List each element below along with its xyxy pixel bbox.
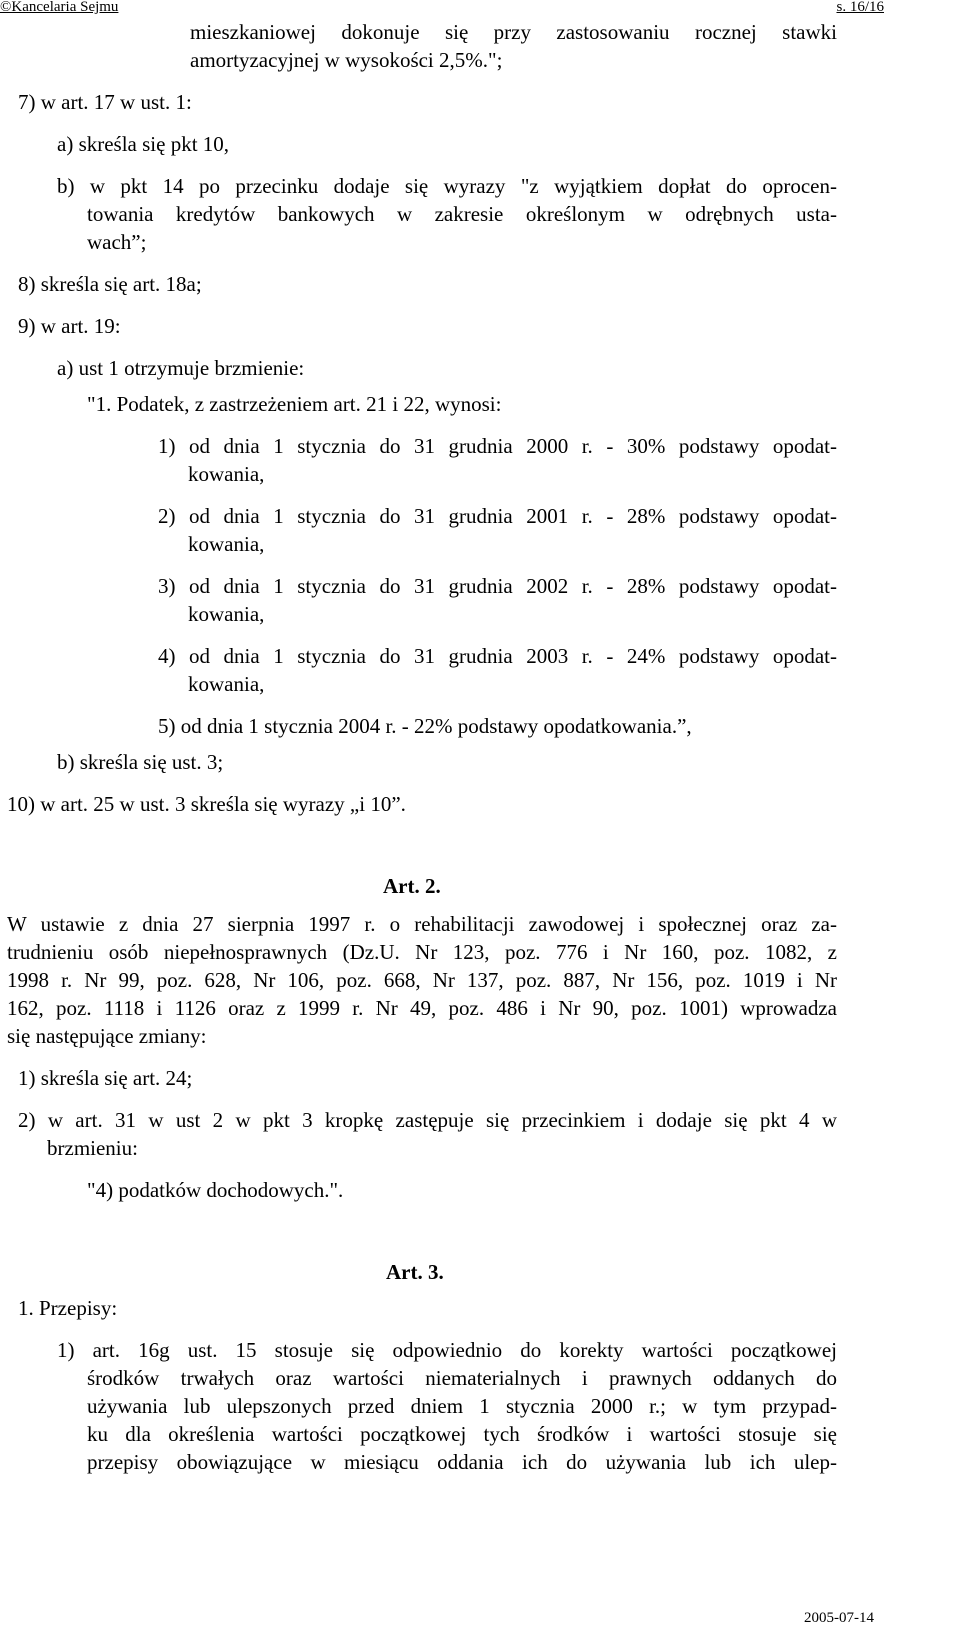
article-heading: Art. 2. (383, 874, 441, 898)
list-item: 7) w art. 17 w ust. 1: (18, 90, 192, 114)
quoted-text: "1. Podatek, z zastrzeżeniem art. 21 i 22, wynosi: (87, 392, 502, 416)
list-item: 8) skreśla się art. 18a; (18, 272, 202, 296)
text-line: używania lub ulepszonych przed dniem 1 stycznia 2000 r.; w tym przypad- (87, 1394, 837, 1418)
list-item: 2) od dnia 1 stycznia do 31 grudnia 2001 r. - 28% podstawy opodat- (158, 504, 837, 528)
list-item: 1. Przepisy: (18, 1296, 118, 1320)
text-line: ku dla określenia wartości początkowej tych środków i wartości stosuje się (87, 1422, 837, 1446)
text-line: wach”; (87, 230, 147, 254)
text-line: 162, poz. 1118 i 1126 oraz z 1999 r. Nr 49, poz. 486 i Nr 90, poz. 1001) wprowadza (7, 996, 837, 1020)
text-line: przepisy obowiązujące w miesiącu oddania ich do używania lub ich ulep- (87, 1450, 837, 1474)
text-line: amortyzacyjnej w wysokości 2,5%."; (190, 48, 503, 72)
list-item: 1) od dnia 1 stycznia do 31 grudnia 2000 r. - 30% podstawy opodat- (158, 434, 837, 458)
list-item: b) w pkt 14 po przecinku dodaje się wyrazy "z wyjątkiem dopłat do oprocen- (57, 174, 837, 198)
list-item: 1) art. 16g ust. 15 stosuje się odpowiednio do korekty wartości początkowej (57, 1338, 837, 1362)
copyright-link[interactable]: ©Kancelaria Sejmu (0, 0, 119, 15)
text-line: środków trwałych oraz wartości niematerialnych i prawnych oddanych do (87, 1366, 837, 1390)
text-line: kowania, (188, 602, 265, 626)
page-number-link[interactable]: s. 16/16 (836, 0, 884, 15)
list-item: 1) skreśla się art. 24; (18, 1066, 193, 1090)
list-item: 10) w art. 25 w ust. 3 skreśla się wyrazy „i 10”. (7, 792, 406, 816)
text-line: 1998 r. Nr 99, poz. 628, Nr 106, poz. 668, Nr 137, poz. 887, Nr 156, poz. 1019 i Nr (7, 968, 837, 992)
text-line: trudnieniu osób niepełnosprawnych (Dz.U. Nr 123, poz. 776 i Nr 160, poz. 1082, z (7, 940, 837, 964)
list-item: 3) od dnia 1 stycznia do 31 grudnia 2002 r. - 28% podstawy opodat- (158, 574, 837, 598)
list-item: 5) od dnia 1 stycznia 2004 r. - 22% podstawy opodatkowania.”, (158, 714, 692, 738)
text-line: kowania, (188, 672, 265, 696)
text-line: towania kredytów bankowych w zakresie określonym w odrębnych usta- (87, 202, 837, 226)
text-line: się następujące zmiany: (7, 1024, 207, 1048)
page-header (0, 0, 960, 18)
text-line: kowania, (188, 462, 265, 486)
quoted-text: "4) podatków dochodowych.". (87, 1178, 344, 1202)
list-item: a) ust 1 otrzymuje brzmienie: (57, 356, 305, 380)
list-item: b) skreśla się ust. 3; (57, 750, 224, 774)
list-item: a) skreśla się pkt 10, (57, 132, 230, 156)
text-line: brzmieniu: (47, 1136, 138, 1160)
text-line: W ustawie z dnia 27 sierpnia 1997 r. o rehabilitacji zawodowej i społecznej oraz za- (7, 912, 837, 936)
list-item: 4) od dnia 1 stycznia do 31 grudnia 2003 r. - 24% podstawy opodat- (158, 644, 837, 668)
list-item: 9) w art. 19: (18, 314, 121, 338)
page-footer-date: 2005-07-14 (804, 1610, 874, 1626)
text-line: kowania, (188, 532, 265, 556)
list-item: 2) w art. 31 w ust 2 w pkt 3 kropkę zastępuje się przecinkiem i dodaje się pkt 4 w (18, 1108, 837, 1132)
text-line: mieszkaniowej dokonuje się przy zastosowaniu rocznej stawki (190, 20, 837, 44)
article-heading: Art. 3. (386, 1260, 444, 1284)
